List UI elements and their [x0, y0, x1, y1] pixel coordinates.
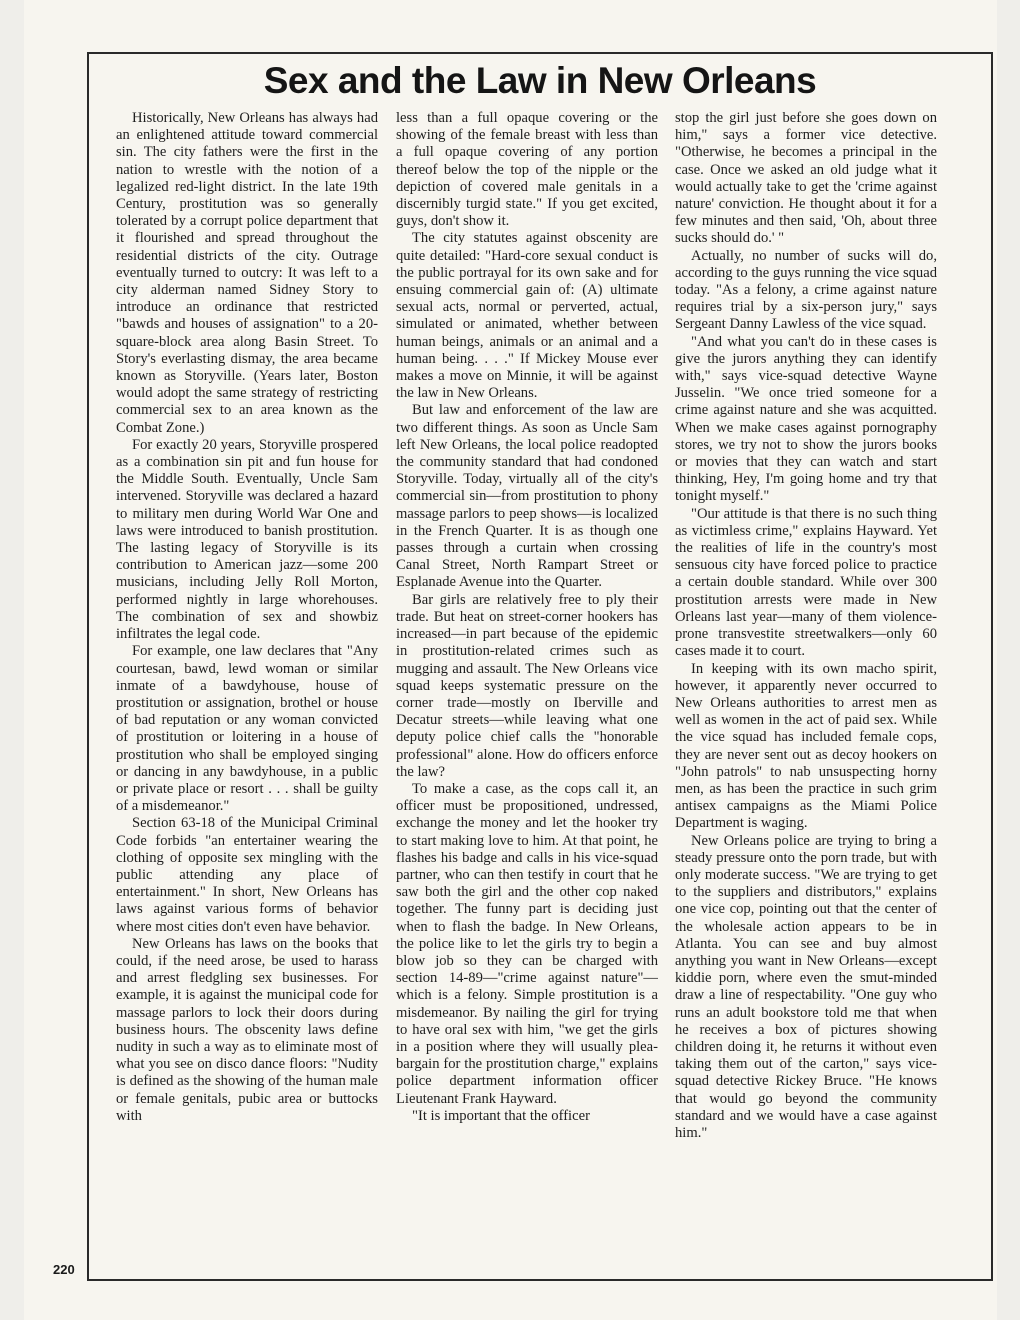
- page-number: 220: [53, 1262, 75, 1277]
- paragraph: New Orleans has laws on the books that could, if the need arose, be used to harass and arrest fledgling sex businesses. For example, it is against the municipal code for massage parlors to lock their doors during business hours. The obscenity laws define nudity in such a way as to eliminate most of what you see on disco dance floors: "Nudity is defined as the showing of the human male or female genitals, pubic area or buttocks with: [116, 935, 378, 1124]
- paragraph: Bar girls are relatively free to ply their trade. But heat on street-corner hookers has increased—in part because of the epidemic in prostitution-related crimes such as mugging and assault. The New Orleans vice squad keeps systematic pressure on the corner trade—mostly on Iberville and Decatur streets—while leaving what one deputy police chief calls the "honorable professional" alone. How do officers enforce the law?: [396, 591, 658, 780]
- paragraph: In keeping with its own macho spirit, however, it apparently never occurred to New Orleans authorities to arrest men as well as women in the act of paid sex. While the vice squad has included female cops, they are never sent out as decoy hookers on "John patrols" to nab unsuspecting horny men, as has been the practice in such grim antisex campaigns as the Miami Police Department is waging.: [675, 660, 937, 832]
- text-column-3: [675, 110, 937, 1260]
- paragraph: For example, one law declares that "Any courtesan, bawd, lewd woman or similar inmate of a bawdyhouse, house of prostitution or assignation, brothel or house of bad reputation or any woman convicted of prostitution or loitering in a house of prostitution who shall be employed singing or dancing in any bawdyhouse, in a public or private place or resort . . . shall be guilty of a misdemeanor.": [116, 643, 378, 815]
- paragraph: Historically, New Orleans has always had an enlightened attitude toward commercial sin. The city fathers were the first in the nation to wrestle with the notion of a legalized red-light district. In the late 19th Century, prostitution was so generally tolerated by a corrupt police department that it flourished and spread throughout the residential districts of the city. Outrage eventually turned to outcry: It was left to a city alderman named Sidney Story to introduce an ordinance that restricted "bawds and houses of assignation" to a 20-square-block area along Basin Street. To Story's everlasting dismay, the area became known as Storyville. (Years later, Boston would adopt the same strategy of restricting commercial sex to an area known as the Combat Zone.): [116, 110, 378, 436]
- paragraph: "Our attitude is that there is no such thing as victimless crime," explains Hayward. Yet the realities of life in the country's most sensuous city have forced police to practice a certain double standard. While over 300 prostitution arrests were made in New Orleans last year—many of them violence-prone transvestite streetwalkers—only 60 cases made it to court.: [675, 505, 937, 660]
- article-title: Sex and the Law in New Orleans: [263, 60, 817, 101]
- paragraph: The city statutes against obscenity are quite detailed: "Hard-core sexual conduct is the public portrayal for its own sake and for ensuing commercial gain of: (A) ultimate sexual acts, normal or perverted, actual, simulated or animated, whether between human beings, animals or an animal and a human being. . . ." If Mickey Mouse ever makes a move on Minnie, it will be against the law in New Orleans.: [396, 230, 658, 402]
- paragraph: But law and enforcement of the law are two different things. As soon as Uncle Sam left New Orleans, the local police readopted the community standard that had condoned Storyville. Today, virtually all of the city's commercial sin—from prostitution to phony massage parlors to peep shows—is localized in the French Quarter. It is as though one passes through a curtain when crossing Canal Street, North Rampart Street or Esplanade Avenue into the Quarter.: [396, 402, 658, 591]
- paragraph: Section 63-18 of the Municipal Criminal Code forbids "an entertainer wearing the clothing of opposite sex mingling with the public attending any place of entertainment." In short, New Orleans has laws against various forms of behavior where most cities don't even have behavior.: [116, 815, 378, 935]
- text-column-2: [396, 110, 658, 1260]
- text-column-1: [116, 110, 378, 1260]
- paragraph: To make a case, as the cops call it, an officer must be propositioned, undressed, exchange the money and let the hooker try to start making love to him. At that point, he flashes his badge and calls in his vice-squad partner, who can then testify in court that he saw both the girl and the other cop naked together. The funny part is deciding just when to flash the badge. In New Orleans, the police like to let the girls try to begin a blow job so they can be charged with section 14-89—"crime against nature"—which is a felony. Simple prostitution is a misdemeanor. By nailing the girl for trying to have oral sex with him, "we get the girls in a position where they will usually plea-bargain for the prostitution charge," explains police department information officer Lieutenant Frank Hayward.: [396, 780, 658, 1107]
- paragraph: "It is important that the officer: [412, 1107, 590, 1124]
- paragraph: "And what you can't do in these cases is give the jurors anything they can identify with," says vice-squad detective Wayne Jusselin. "We once tried someone for a crime against nature and she was acquitted. When we make cases against pornography stores, we try not to show the jurors books or movies that they can watch and start thinking, Hey, I'm going home and try that tonight myself.": [675, 333, 937, 505]
- paragraph: New Orleans police are trying to bring a steady pressure onto the porn trade, but with only moderate success. "We are trying to get to the suppliers and distributors," explains one vice cop, pointing out that the center of the wholesale action appears to be in Atlanta. You can see and buy almost anything you want in New Orleans—except kiddie porn, where even the smut-minded draw a line of respectability. "One guy who runs an adult bookstore told me that when he receives a box of pictures showing children doing it, he returns it without even taking them out of the carton," says vice-squad detective Rickey Bruce. "He knows that would go beyond the community standard and we would have a case against him.": [675, 832, 937, 1141]
- paragraph: stop the girl just before she goes down on him," says a former vice detective. "Otherwise, he becomes a principal in the case. Once we asked an old judge what it would actually take to get the 'crime against nature' conviction. He thought about it for a few minutes and then said, 'Oh, about three sucks should do.' ": [675, 110, 937, 247]
- paragraph: For exactly 20 years, Storyville prospered as a combination sin pit and fun house for the Middle South. Eventually, Uncle Sam intervened. Storyville was declared a hazard to military men during World War One and laws were introduced to banish prostitution. The lasting legacy of Storyville is its contribution to American jazz—some 200 musicians, including Jelly Roll Morton, performed nightly in large whorehouses. The combination of sex and showbiz infiltrates the legal code.: [116, 436, 378, 643]
- paragraph: Actually, no number of sucks will do, according to the guys running the vice squad today. "As a felony, a crime against nature requires trial by a six-person jury," says Sergeant Danny Lawless of the vice squad.: [675, 247, 937, 333]
- paragraph: less than a full opaque covering or the showing of the female breast with less than a full opaque covering of any portion thereof below the top of the nipple or the depiction of covered male genitals in a discernibly turgid state." If you get excited, guys, don't show it.: [396, 110, 658, 230]
